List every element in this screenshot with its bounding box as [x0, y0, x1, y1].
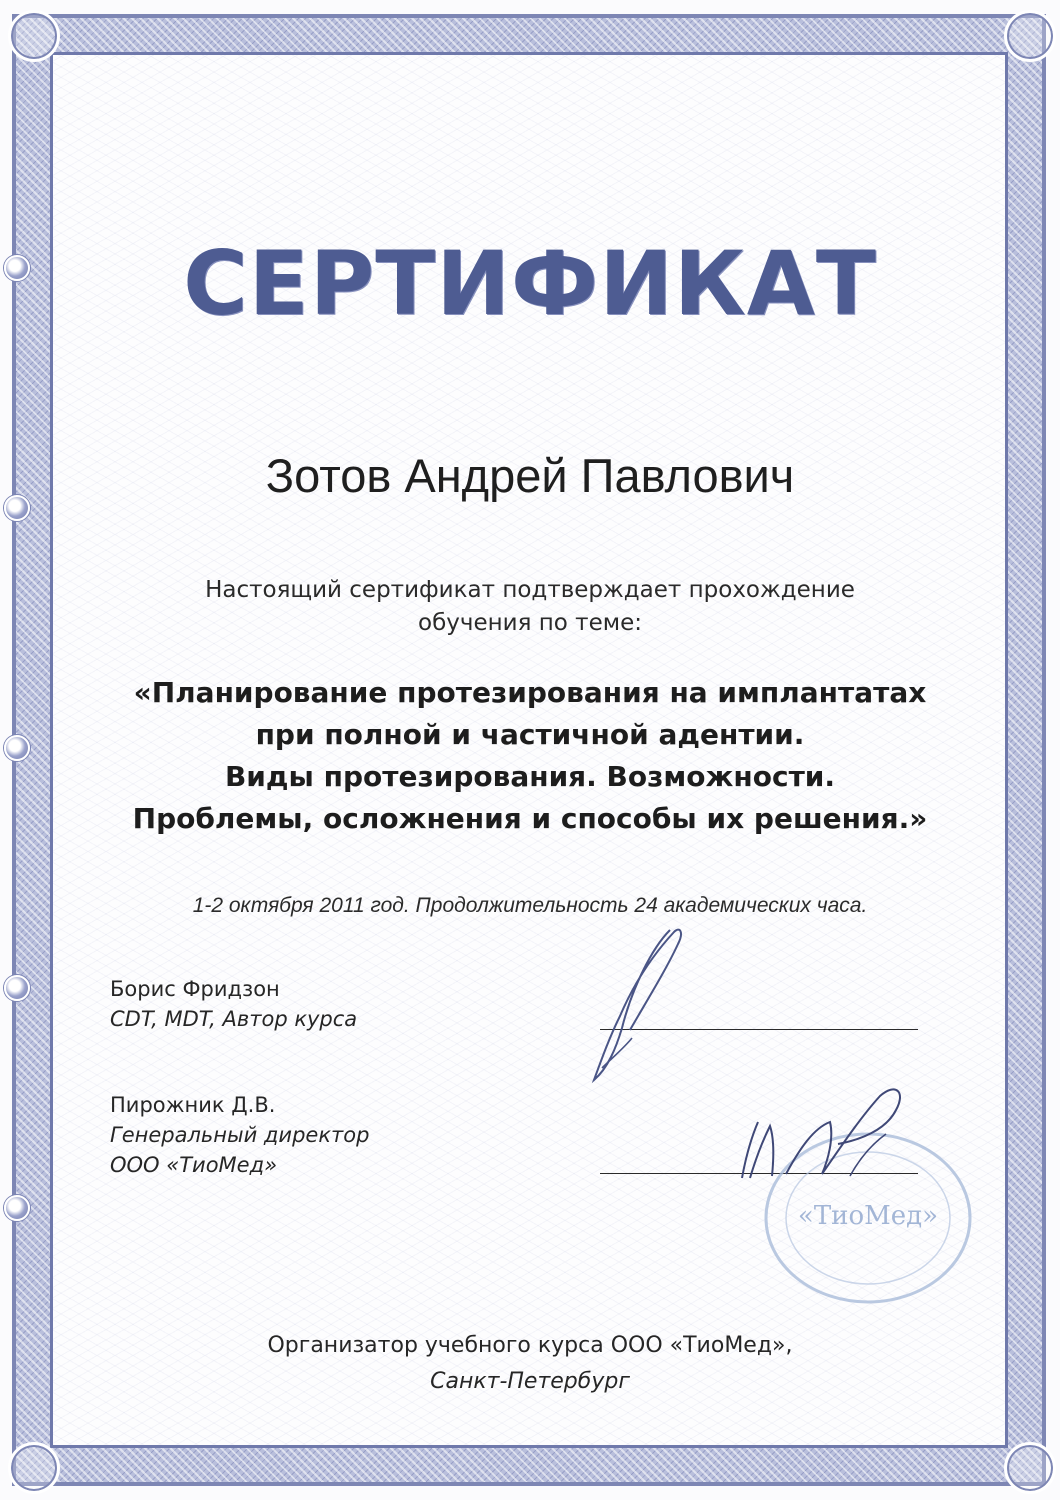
course-topic [0, 672, 1060, 840]
intro-line: обучения по теме: [418, 610, 642, 636]
signer-name: Пирожник Д.В. [110, 1093, 276, 1117]
stamp-text: «ТиоМед» [797, 1201, 939, 1231]
signer-director [110, 1090, 369, 1180]
signature-director-icon [710, 1078, 930, 1188]
intro-text [0, 574, 1060, 640]
topic-line: «Планирование протезирования на имплантатах [133, 676, 927, 709]
certificate-title: СЕРТИФИКАТ [183, 232, 877, 335]
signer-author [110, 974, 357, 1034]
intro-line: Настоящий сертификат подтверждает прохождение [205, 577, 855, 603]
topic-line: Проблемы, осложнения и способы их решения.» [132, 802, 928, 835]
signer-name: Борис Фридзон [110, 977, 280, 1001]
organizer-city: Санкт-Петербург [430, 1369, 630, 1394]
signer-company: ООО «ТиоМед» [110, 1153, 278, 1177]
footer-organizer [0, 1328, 1060, 1400]
organizer-text: Организатор учебного курса ООО «ТиоМед», [267, 1333, 793, 1358]
recipient-name: Зотов Андрей Павлович [265, 449, 795, 502]
topic-line: при полной и частичной адентии. [255, 718, 805, 751]
topic-line: Виды протезирования. Возможности. [224, 760, 836, 793]
signer-role: CDT, MDT, Автор курса [110, 1007, 358, 1031]
course-dates: 1-2 октября 2011 год. Продолжительность 24 академических часа. [192, 894, 868, 917]
signer-role: Генеральный директор [110, 1123, 370, 1147]
signature-author-icon [572, 918, 712, 1088]
